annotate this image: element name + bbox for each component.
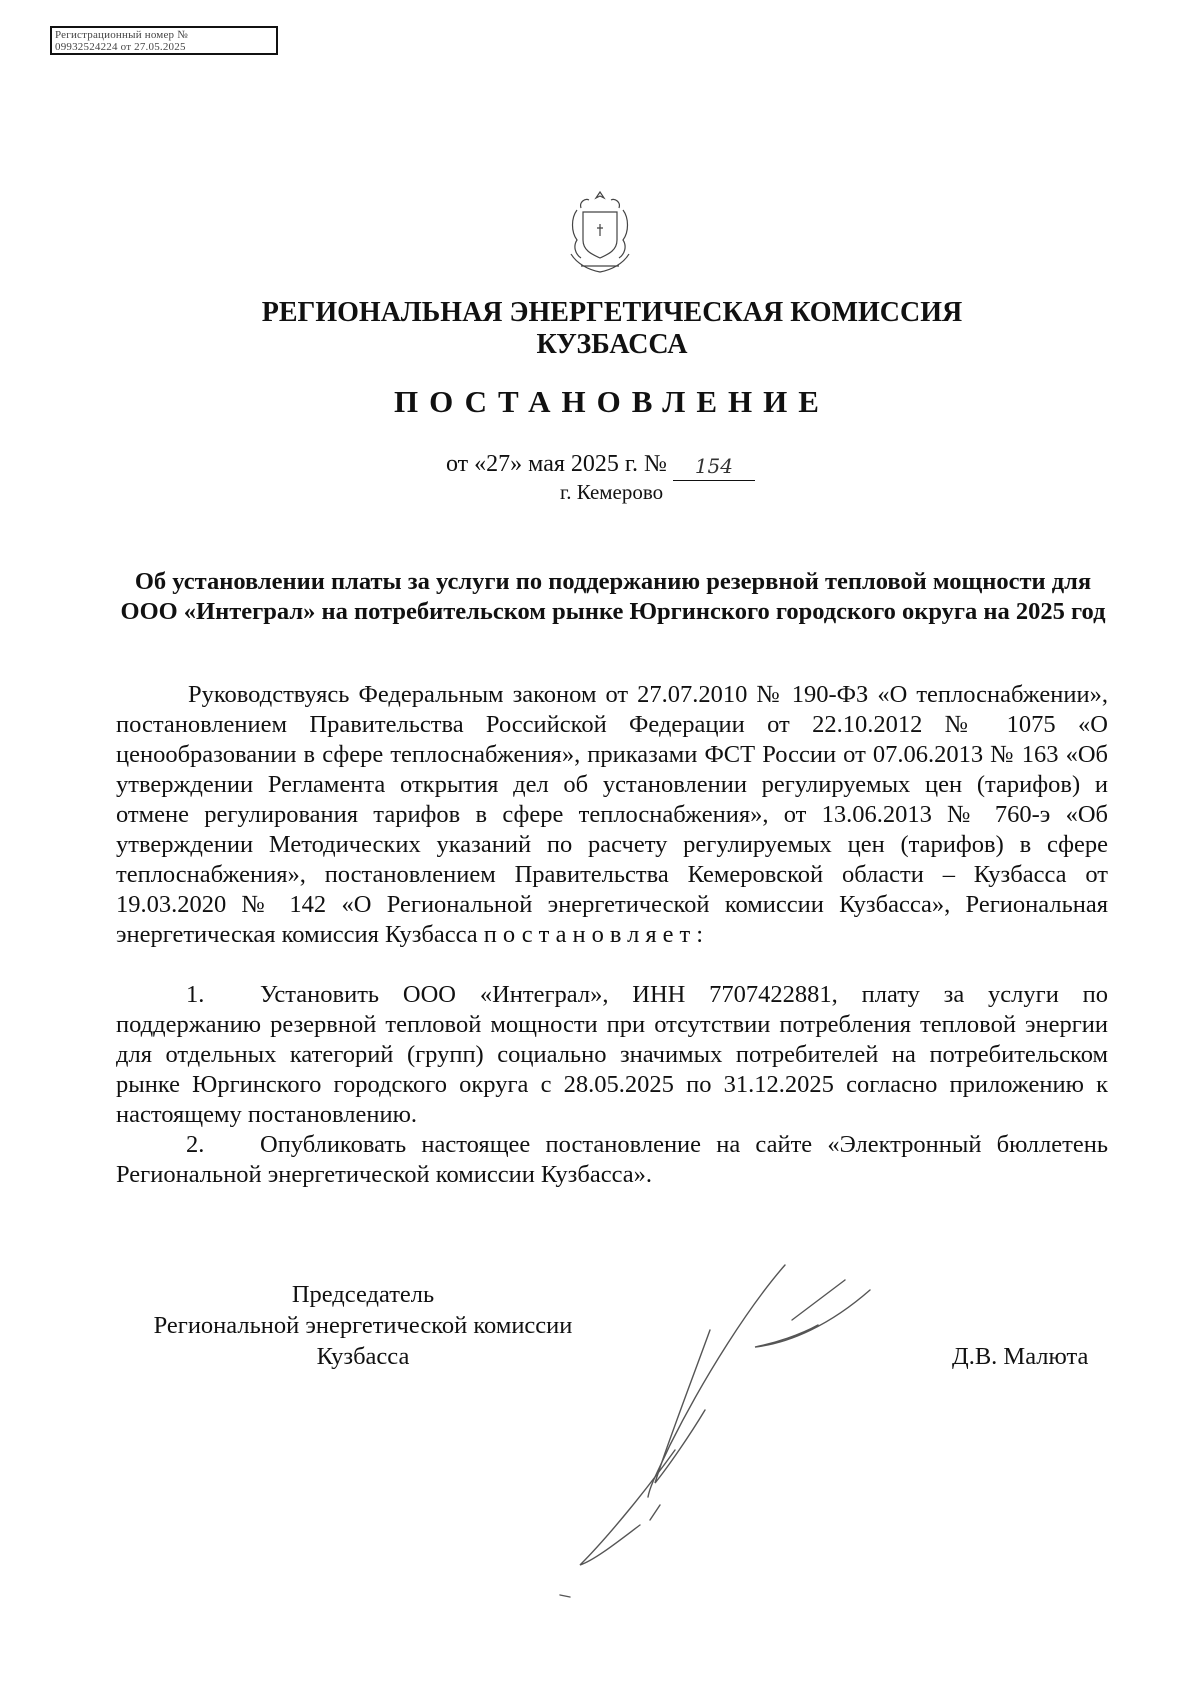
signatory-title-line3: Кузбасса bbox=[316, 1343, 410, 1370]
organization-name-line1: РЕГИОНАЛЬНАЯ ЭНЕРГЕТИЧЕСКАЯ КОМИССИЯ bbox=[261, 297, 963, 328]
coat-of-arms-icon bbox=[563, 188, 637, 278]
preamble-paragraph bbox=[116, 680, 1108, 950]
registration-stamp-line1: Регистрационный номер № bbox=[55, 29, 188, 41]
signatory-name: Д.В. Малюта bbox=[952, 1343, 1089, 1370]
handwritten-signature bbox=[500, 1235, 960, 1615]
organization-name-line2: КУЗБАССА bbox=[536, 329, 688, 360]
registration-stamp-line2: 09932524224 от 27.05.2025 bbox=[55, 41, 186, 53]
registration-stamp bbox=[50, 26, 278, 55]
document-type-title: ПОСТАНОВЛЕНИЕ bbox=[394, 384, 830, 419]
signatory-title-line2: Региональной энергетической комиссии bbox=[153, 1312, 573, 1339]
resolution-item-2 bbox=[116, 1130, 1108, 1190]
item-1-number: 1. bbox=[186, 981, 205, 1008]
signatory-title-line1: Председатель bbox=[291, 1281, 435, 1308]
item-2-number: 2. bbox=[186, 1131, 205, 1158]
document-subject: Об установлении платы за услуги по поддержанию резервной тепловой мощности для ООО «Интеграл» на потребительском рынке Юргинского городского округа на 2025 год bbox=[120, 568, 1106, 625]
document-date: от «27» мая 2025 г. № bbox=[446, 451, 667, 477]
document-number: 154 bbox=[673, 452, 755, 481]
resolves-word: постановляет: bbox=[483, 921, 709, 948]
document-city: г. Кемерово bbox=[560, 480, 664, 504]
document-date-line bbox=[446, 450, 755, 479]
item-1-text: Установить ООО «Интеграл», ИНН 7707422881, плату за услуги по поддержанию резервной тепловой мощности при отсутствии потребления тепловой энергии для отдельных категорий (групп) социально значимых потребителей на потребительском рынке Юргинского городского округа с 28.05.2025 по 31.12.2025 согласно приложению к настоящему постановлению. bbox=[116, 981, 1108, 1128]
item-2-text: Опубликовать настоящее постановление на сайте «Электронный бюллетень Региональной энергетической комиссии Кузбасса». bbox=[116, 1131, 1108, 1188]
resolution-item-1 bbox=[116, 980, 1108, 1130]
preamble-text: Руководствуясь Федеральным законом от 27.07.2010 № 190-ФЗ «О теплоснабжении», постановлением Правительства Российской Федерации от 22.10.2012 № 1075 «О ценообразовании в сфере теплоснабжения», приказами ФСТ России от 07.06.2013 № 163 «Об утверждении Регламента открытия дел об установлении регулируемых цен (тарифов) и отмене регулирования тарифов в сфере теплоснабжения», от 13.06.2013 № 760-э «Об утверждении Методических указаний по расчету регулируемых цен (тарифов) в сфере теплоснабжения», постановлением Правительства Кемеровской области – Кузбасса от 19.03.2020 № 142 «О Региональной энергетической комиссии Кузбасса», Региональная энергетическая комиссия Кузбасса bbox=[116, 681, 1108, 948]
